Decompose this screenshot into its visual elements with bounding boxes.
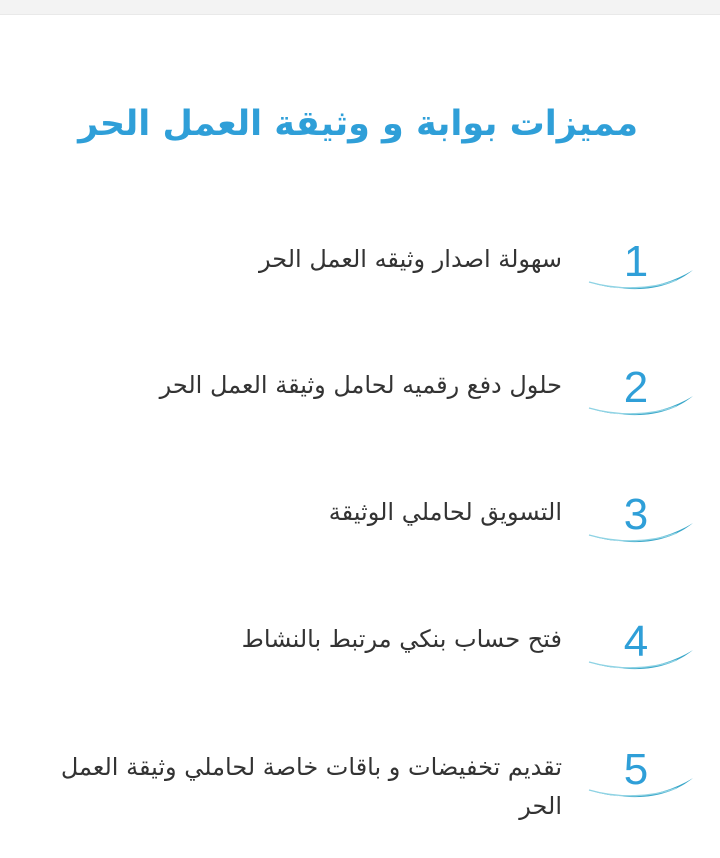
page-title: مميزات بوابة و وثيقة العمل الحر — [78, 104, 638, 144]
feature-text: تقديم تخفيضات و باقات خاصة لحاملي وثيقة العمل الحر — [60, 753, 562, 820]
feature-text: سهولة اصدار وثيقه العمل الحر — [258, 245, 562, 273]
swoosh-icon — [587, 270, 697, 298]
feature-item-2 — [0, 363, 720, 476]
swoosh-icon — [587, 650, 697, 678]
swoosh-icon — [587, 523, 697, 551]
swoosh-icon — [587, 778, 697, 806]
feature-item-1 — [0, 237, 720, 350]
top-bar — [0, 0, 720, 15]
feature-text: فتح حساب بنكي مرتبط بالنشاط — [241, 625, 562, 653]
feature-number: 5 — [623, 745, 649, 794]
feature-text: التسويق لحاملي الوثيقة — [328, 498, 562, 526]
feature-item-3 — [0, 490, 720, 603]
feature-text: حلول دفع رقميه لحامل وثيقة العمل الحر — [159, 371, 562, 399]
feature-number: 4 — [623, 617, 649, 666]
feature-number: 3 — [623, 490, 649, 539]
swoosh-icon — [587, 396, 697, 424]
feature-item-5 — [0, 745, 720, 858]
feature-number: 1 — [623, 237, 649, 286]
feature-item-4 — [0, 617, 720, 730]
feature-number: 2 — [623, 363, 649, 412]
